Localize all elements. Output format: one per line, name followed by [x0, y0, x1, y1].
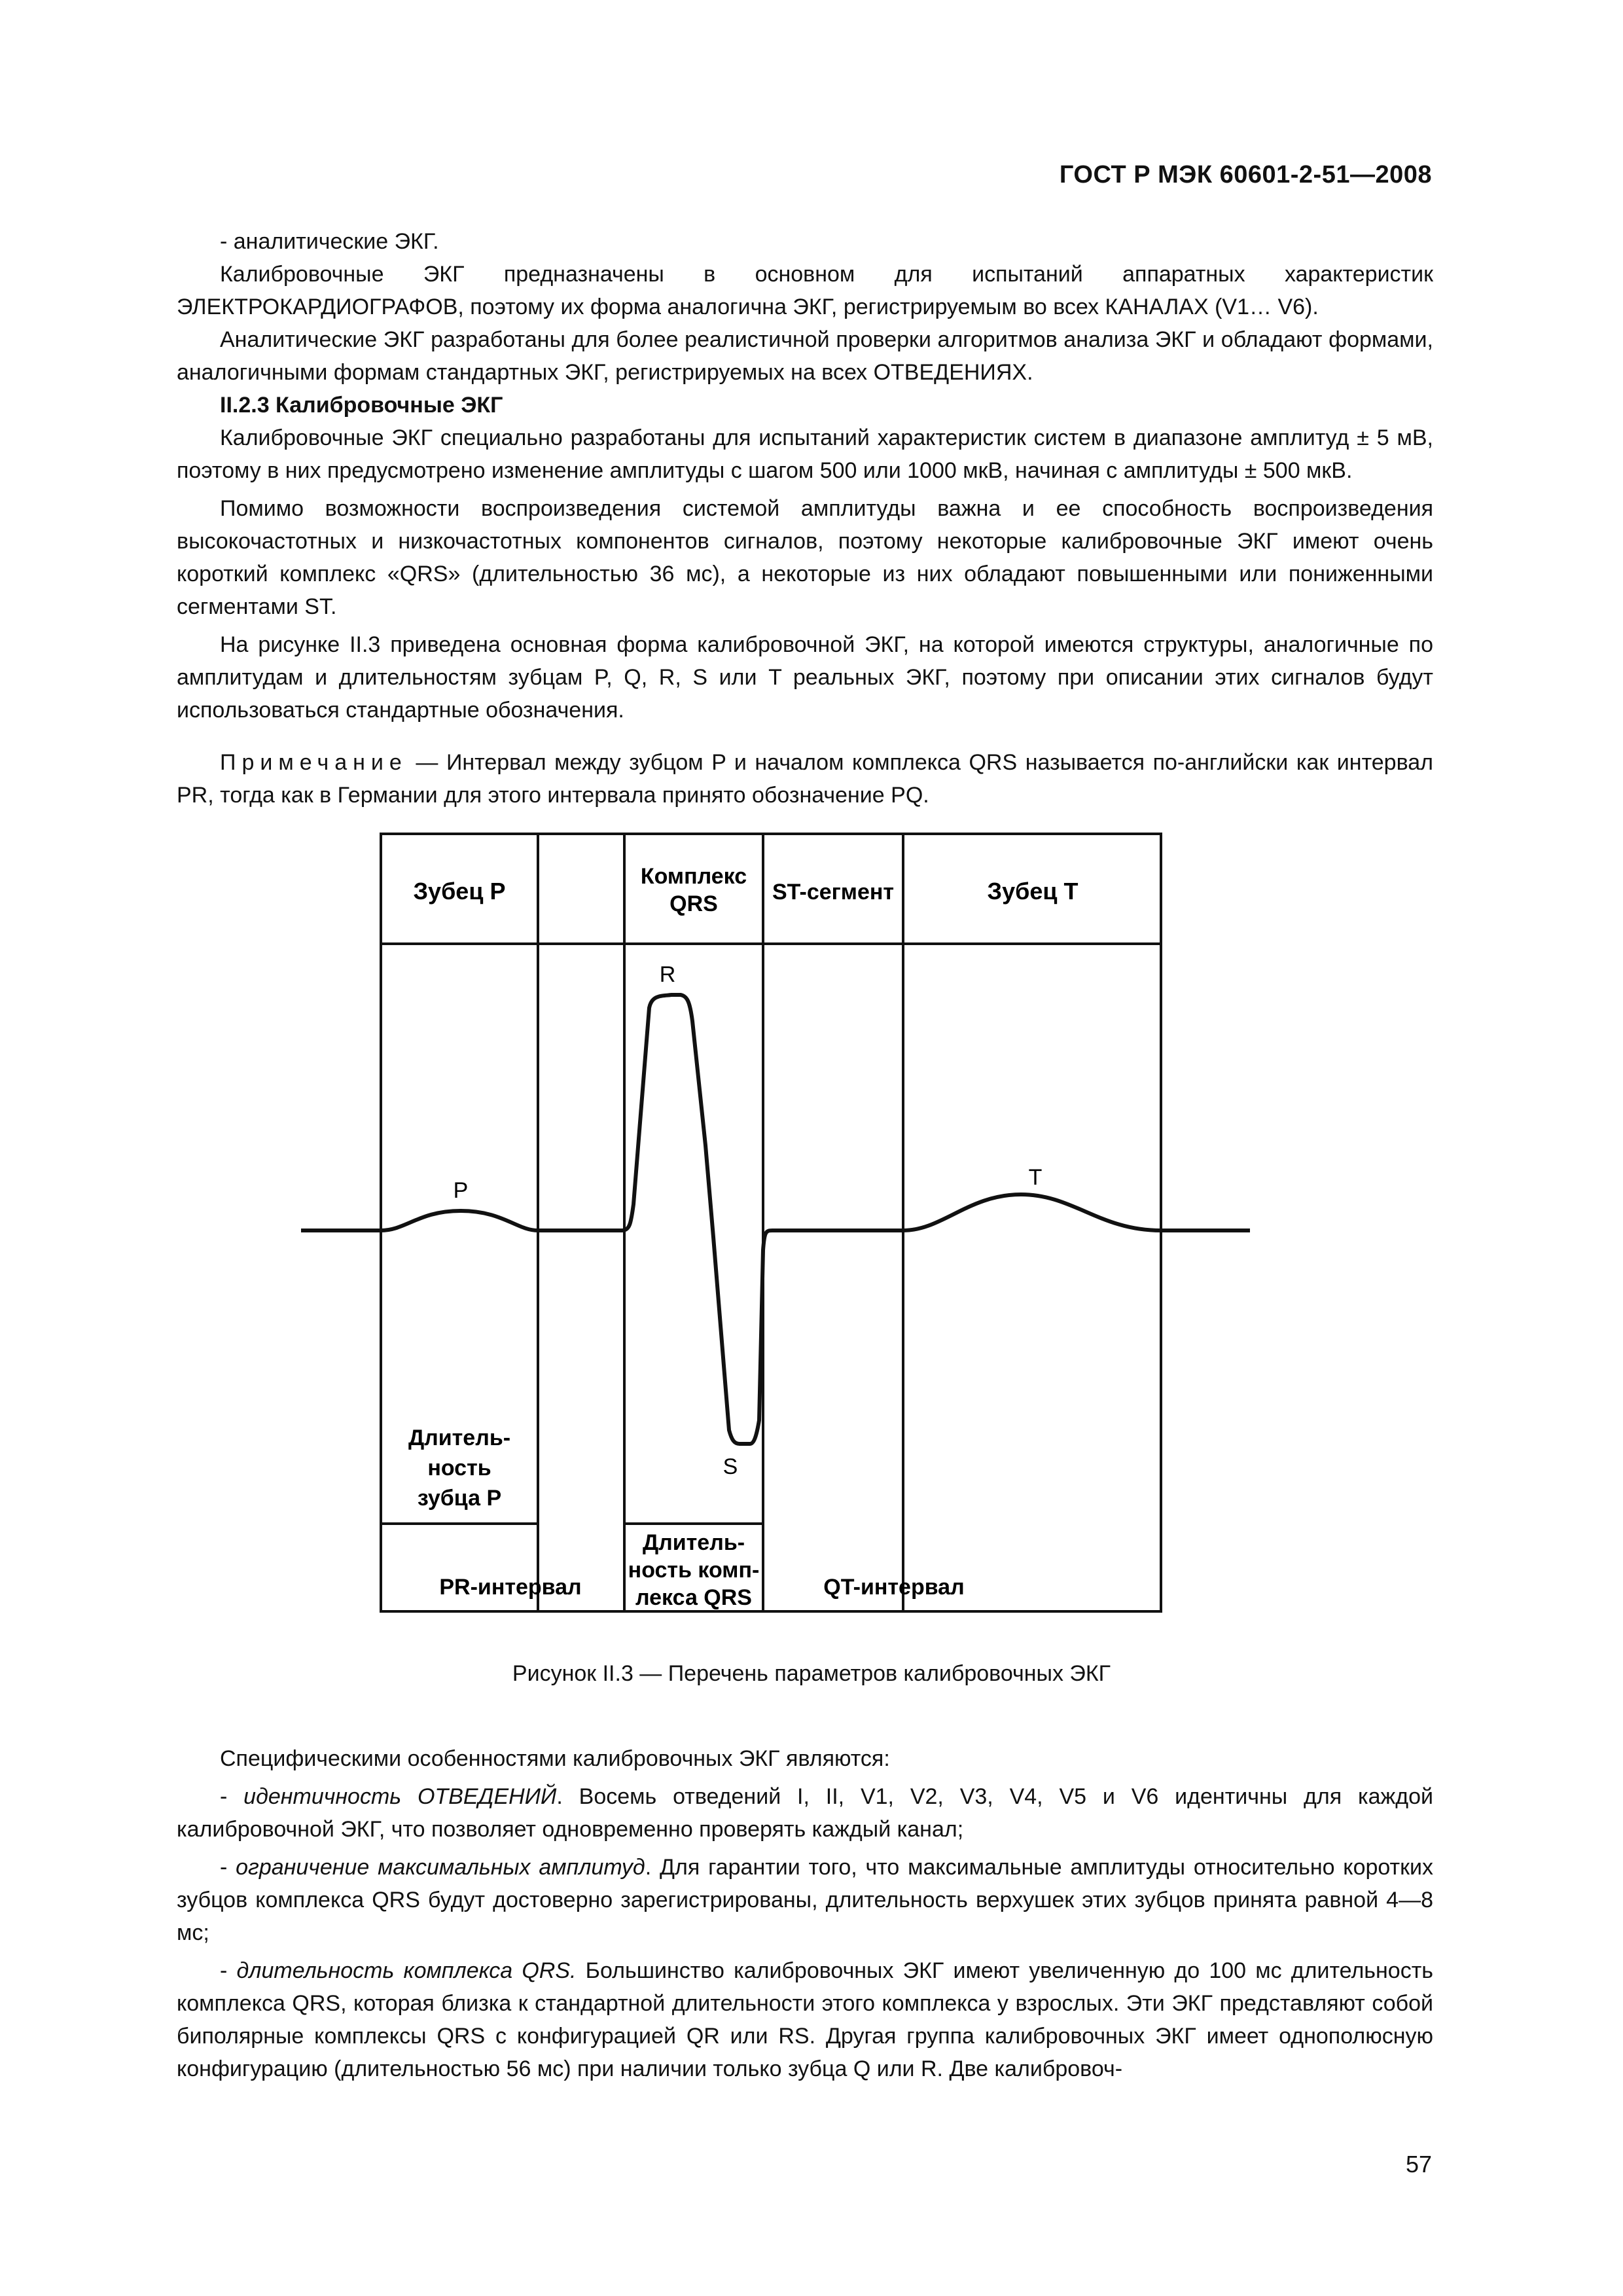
- figure-caption: Рисунок II.3 — Перечень параметров калибровочных ЭКГ: [512, 1661, 1111, 1686]
- bullet-term: длительность комплекса QRS.: [236, 1958, 577, 1983]
- p-duration-line2: ность: [427, 1456, 491, 1480]
- paragraph: - аналитические ЭКГ.: [220, 229, 439, 254]
- paragraph: Аналитические ЭКГ разработаны для более реалистичной проверки алгоритмов анализа ЭКГ и обладают формами, аналогичными формам стандартных ЭКГ, регистрируемых на всех ОТВЕДЕНИЯХ.: [177, 327, 1433, 385]
- label-r: R: [659, 962, 676, 987]
- paragraph: Специфическими особенностями калибровочных ЭКГ являются:: [220, 1746, 890, 1771]
- paragraph: Калибровочные ЭКГ специально разработаны для испытаний характеристик систем в диапазоне амплитуд ± 5 мВ, поэтому в них предусмотрено изменение амплитуды с шагом 500 или 1000 мкВ, начиная с амплитуды ± 500 мкВ.: [177, 425, 1433, 483]
- qrs-duration-line3: лекса QRS: [635, 1585, 752, 1610]
- bullet-item: [177, 1954, 1433, 2085]
- bullet-item: [177, 1780, 1433, 1846]
- header-st-segment: ST-сегмент: [772, 880, 895, 905]
- bullet-text: . Восемь отведений I, II, V1, V2, V3, V4, V5 и V6 идентичны для каждой калибровочной ЭКГ, что позволяет одновременно проверять каждый канал;: [177, 1784, 1433, 1842]
- paragraph: Калибровочные ЭКГ предназначены в основном для испытаний аппаратных характеристик ЭЛЕКТРОКАРДИОГРАФОВ, поэтому их форма аналогична ЭКГ, регистрируемым во всех КАНАЛАХ (V1… V6).: [177, 262, 1433, 319]
- p-duration-line3: зубца P: [417, 1486, 502, 1511]
- note-label: Примечание: [220, 750, 408, 775]
- bullet-text: . Для гарантии того, что максимальные амплитуды относительно коротких зубцов комплекса QRS будут достоверно зарегистрированы, длительность верхушек этих зубцов принята равной 4—8 мс;: [177, 1855, 1433, 1945]
- note-paragraph: [177, 746, 1433, 812]
- bullet-dash: -: [220, 1855, 236, 1880]
- note-text: — Интервал между зубцом P и началом комплекса QRS называется по-английски как интервал PR, тогда как в Германии для этого интервала принято обозначение PQ.: [177, 750, 1434, 808]
- label-t: T: [1028, 1165, 1043, 1190]
- label-s: S: [722, 1454, 738, 1479]
- bullet-term: ограничение максимальных амплитуд: [236, 1855, 645, 1880]
- paragraph: На рисунке II.3 приведена основная форма калибровочной ЭКГ, на которой имеются структуры, аналогичные по амплитудам и длительностям зубцам P, Q, R, S или T реальных ЭКГ, поэтому при описании этих сигналов будут использоваться стандартные обозначения.: [177, 632, 1433, 723]
- qt-interval-label: QT-интервал: [823, 1575, 965, 1600]
- p-duration-line1: Длитель-: [408, 1426, 511, 1450]
- bullet-dash: -: [220, 1784, 244, 1809]
- header-t-wave: Зубец T: [987, 878, 1079, 905]
- page-number: 57: [1405, 2151, 1432, 2178]
- header-p-wave: Зубец P: [413, 878, 506, 905]
- ecg-trace: [301, 995, 1250, 1444]
- bullet-term: идентичность ОТВЕДЕНИЙ: [243, 1784, 557, 1809]
- bullet-item: [177, 1851, 1433, 1949]
- header-qrs-line2: QRS: [669, 891, 718, 916]
- bullet-dash: -: [220, 1958, 237, 1983]
- label-p: P: [453, 1178, 469, 1203]
- qrs-duration-line2: ность комп-: [628, 1558, 760, 1583]
- document-code: ГОСТ Р МЭК 60601-2-51—2008: [1059, 161, 1432, 188]
- header-qrs-line1: Комплекс: [640, 864, 747, 889]
- bullet-text: Большинство калибровочных ЭКГ имеют увеличенную до 100 мс длительность комплекса QRS, которая близка к стандартной длительности этого комплекса у взрослых. Эти ЭКГ представляют собой биполярные комплексы QRS с конфигурацией QR или RS. Другая группа калибровочных ЭКГ имеет однополюсную конфигурацию (длительностью 56 мс) при наличии только зубца Q или R. Две калибровоч-: [177, 1958, 1433, 2081]
- pr-interval-label: PR-интервал: [439, 1575, 582, 1600]
- ecg-diagram: [229, 831, 1283, 1630]
- top-text: [177, 225, 1433, 812]
- section-heading: II.2.3 Калибровочные ЭКГ: [220, 393, 503, 418]
- bottom-text: [177, 1742, 1433, 2085]
- qrs-duration-line1: Длитель-: [642, 1530, 745, 1555]
- ecg-figure: [229, 831, 1283, 1630]
- paragraph: Помимо возможности воспроизведения системой амплитуды важна и ее способность воспроизведения высокочастотных и низкочастотных компонентов сигналов, поэтому некоторые калибровочные ЭКГ имеют очень короткий комплекс «QRS» (длительностью 36 мс), а некоторые из них обладают повышенными или пониженными сегментами ST.: [177, 496, 1433, 619]
